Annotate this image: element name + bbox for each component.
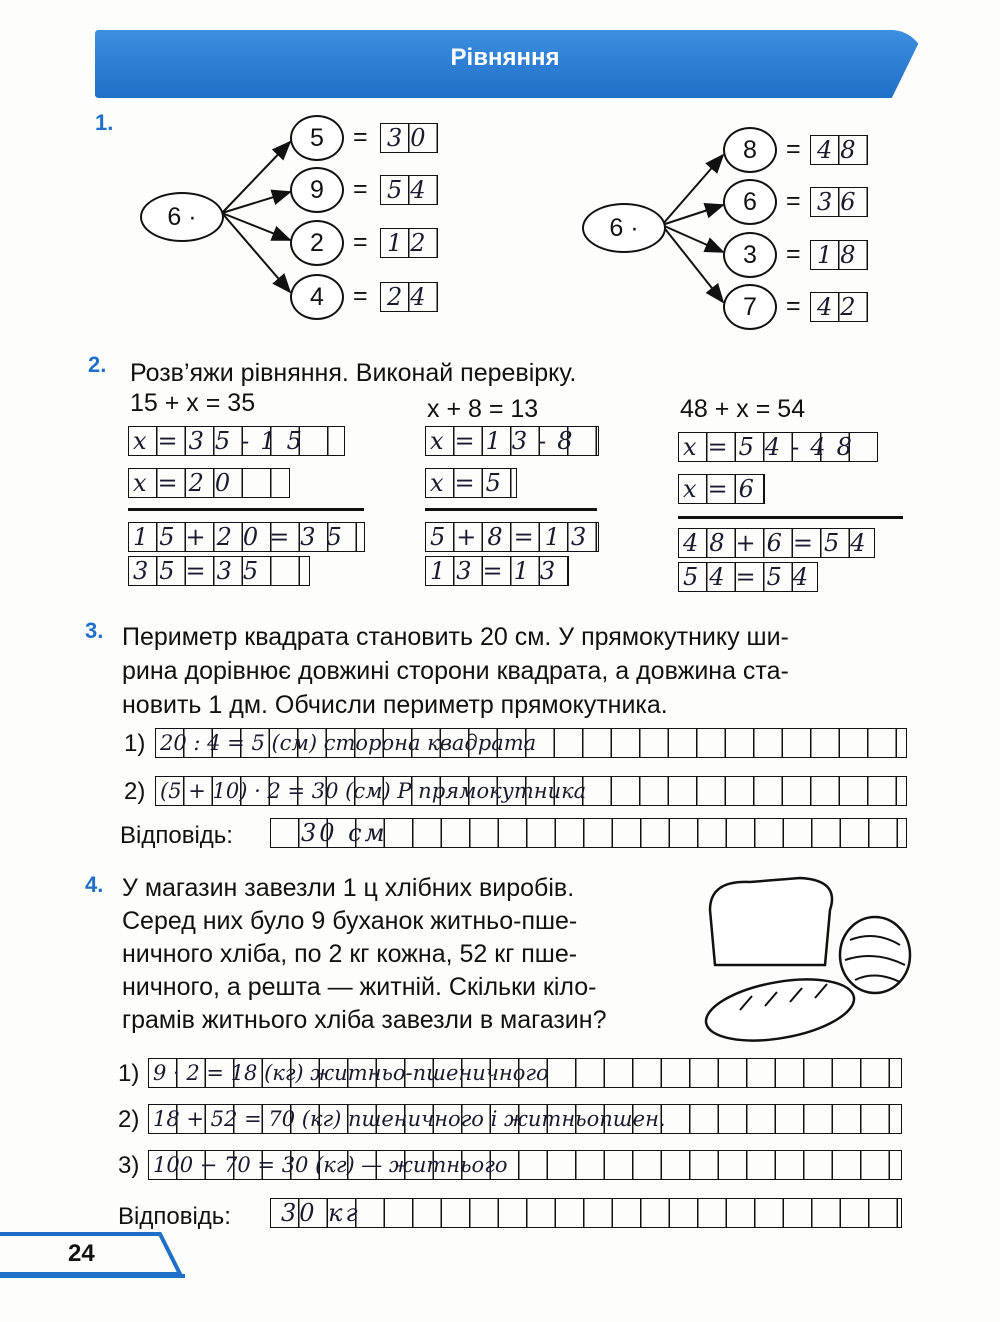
task-number: 4. (85, 872, 104, 897)
answer-grid[interactable] (155, 776, 907, 806)
text-line: грамів житнього хліба завезли в магазин? (122, 1006, 607, 1034)
handwritten-answer: 24 (387, 283, 434, 311)
factor-circle: 7 (723, 284, 777, 330)
factor-circle: 2 (290, 220, 344, 266)
answer-grid[interactable] (678, 474, 765, 504)
handwritten-answer: 100 − 70 = 30 (кг) — житнього (153, 1153, 508, 1177)
answer-grid[interactable] (380, 175, 438, 205)
task-prompt: Розв’яжи рівняння. Виконай перевірку. (130, 359, 577, 387)
answer-grid[interactable] (810, 187, 868, 217)
step-label: 2) (124, 778, 146, 805)
step-label: 1) (118, 1060, 140, 1087)
page-title: Рівняння (450, 44, 560, 71)
equation: x + 8 = 13 (427, 395, 539, 423)
text-line: рина дорівнює довжині сторони квадрата, а довжина ста- (122, 657, 789, 685)
answer-grid[interactable] (380, 123, 438, 153)
equals-sign: = (353, 282, 368, 310)
answer-grid[interactable] (678, 562, 818, 592)
equals-sign: = (353, 123, 368, 151)
factor-circle: 9 (290, 167, 344, 213)
factor-circle: 6 (723, 179, 777, 225)
handwritten-answer: 12 (387, 229, 434, 257)
handwritten-answer: 42 (817, 293, 864, 321)
handwritten-answer: x=13-8 (430, 427, 584, 455)
answer-grid[interactable] (155, 728, 907, 758)
equals-sign: = (786, 135, 801, 163)
bread-illustration (700, 870, 920, 1050)
factor-circle: 4 (290, 274, 344, 320)
handwritten-answer: 18 + 52 = 70 (кг) пшеничного і житньопшен. (153, 1107, 666, 1131)
handwritten-answer: x=54-48 (683, 433, 863, 461)
multiplier-oval: 6 · (582, 203, 666, 253)
answer-grid[interactable] (425, 468, 517, 498)
handwritten-answer: 30 кг (281, 1199, 361, 1227)
multiplier-oval: 6 · (140, 192, 224, 242)
handwritten-answer: 30 см (301, 819, 388, 847)
divider-line (425, 508, 597, 511)
handwritten-answer: 9 · 2 = 18 (кг) житньо-пшеничного (153, 1061, 549, 1085)
answer-grid[interactable] (128, 426, 345, 456)
answer-grid[interactable] (425, 556, 569, 586)
step-label: 3) (118, 1152, 140, 1179)
factor-circle: 5 (290, 115, 344, 161)
handwritten-answer: 54 (387, 176, 434, 204)
text-line: новить 1 дм. Обчисли периметр прямокутника. (122, 691, 668, 719)
text-line: У магазин завезли 1 ц хлібних виробів. (122, 874, 575, 902)
handwritten-answer: 30 (387, 124, 434, 152)
handwritten-answer: 54=54 (683, 563, 820, 591)
answer-grid[interactable] (148, 1104, 902, 1134)
handwritten-answer: 36 (817, 188, 864, 216)
handwritten-answer: 20 : 4 = 5 (см) сторона квадрата (160, 731, 537, 755)
answer-grid[interactable] (425, 522, 599, 552)
handwritten-answer: 13=13 (430, 557, 567, 585)
equation: 48 + x = 54 (680, 395, 806, 423)
handwritten-answer: 18 (817, 241, 864, 269)
handwritten-answer: 48 (817, 136, 864, 164)
factor-circle: 3 (723, 232, 777, 278)
handwritten-answer: 15+20=35 (133, 523, 353, 551)
answer-grid[interactable] (128, 556, 310, 586)
page-tab (0, 1228, 190, 1288)
task-text (122, 620, 912, 722)
answer-label: Відповідь: (120, 822, 233, 849)
answer-grid[interactable] (270, 1198, 902, 1228)
answer-grid[interactable] (810, 240, 868, 270)
task-number: 3. (85, 618, 104, 643)
answer-grid[interactable] (128, 522, 365, 552)
handwritten-answer: x=5 (430, 469, 512, 497)
handwritten-answer: x=35-15 (133, 427, 313, 455)
equals-sign: = (786, 187, 801, 215)
answer-label: Відповідь: (118, 1203, 231, 1230)
divider-line (678, 516, 903, 519)
text-line: Серед них було 9 буханок житньо-пше- (122, 907, 578, 935)
handwritten-answer: x=6 (683, 475, 765, 503)
answer-grid[interactable] (270, 818, 907, 848)
factor-circle: 8 (723, 127, 777, 173)
handwritten-answer: 5+8=13 (430, 523, 598, 551)
answer-grid[interactable] (425, 426, 599, 456)
page-number: 24 (68, 1240, 95, 1267)
answer-grid[interactable] (148, 1150, 902, 1180)
answer-grid[interactable] (678, 528, 875, 558)
text-line: ничного, а решта — житній. Скільки кіло- (122, 973, 597, 1001)
answer-grid[interactable] (380, 282, 438, 312)
task1-arrows (0, 0, 1000, 340)
handwritten-answer: 35=35 (133, 557, 270, 585)
step-label: 1) (124, 730, 146, 757)
equals-sign: = (353, 175, 368, 203)
equals-sign: = (786, 240, 801, 268)
task-number: 1. (95, 110, 114, 135)
handwritten-answer: 48+6=54 (683, 529, 877, 557)
answer-grid[interactable] (380, 228, 438, 258)
step-label: 2) (118, 1106, 140, 1133)
handwritten-answer: x=20 (133, 469, 242, 497)
answer-grid[interactable] (678, 432, 878, 462)
answer-grid[interactable] (148, 1058, 902, 1088)
task-number: 2. (88, 352, 107, 377)
handwritten-answer: (5 + 10) · 2 = 30 (см) P прямокутника (160, 779, 587, 803)
answer-grid[interactable] (810, 292, 868, 322)
task-text (122, 872, 692, 1037)
answer-grid[interactable] (128, 468, 290, 498)
equals-sign: = (353, 228, 368, 256)
equals-sign: = (786, 292, 801, 320)
text-line: Периметр квадрата становить 20 см. У прямокутнику ши- (122, 623, 789, 651)
divider-line (128, 508, 364, 511)
text-line: ничного хліба, по 2 кг кожна, 52 кг пше- (122, 940, 578, 968)
answer-grid[interactable] (810, 135, 868, 165)
equation: 15 + x = 35 (130, 389, 256, 417)
